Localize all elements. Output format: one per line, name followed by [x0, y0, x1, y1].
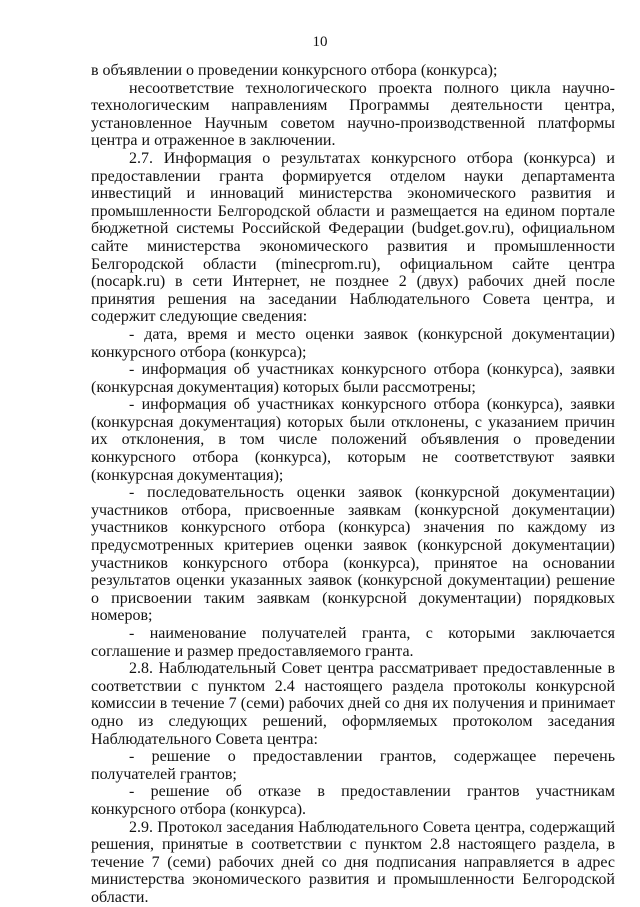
paragraph-continuation: в объявлении о проведении конкурсного отбора (конкурса); [91, 62, 498, 79]
list-item-refusal-decision: - решение об отказе в предоставлении грантов участникам конкурсного отбора (конкурса). [91, 783, 615, 818]
document-body [91, 62, 615, 907]
list-item-rejected-participants: - информация об участниках конкурсного отбора (конкурса), заявки (конкурсная документация) которых были отклонены, с указанием причин их отклонения, в том числе положений объявления о проведении конкурсного отбора (конкурса), которым не соответствуют заявки (конкурсная документация); [91, 396, 615, 484]
paragraph-2-7: 2.7. Информация о результатах конкурсного отбора (конкурса) и предоставлении гранта формируется отделом науки департамента инвестиций и инноваций министерства экономического развития и промышленности Белгородской области и размещается на едином портале бюджетной системы Российской Федерации (budget.gov.ru), официальном сайте министерства экономического развития и промышленности Белгородской области (minecprom.ru), официальном сайте центра (nocapk.ru) в сети Интернет, не позднее 2 (двух) рабочих дней после принятия решения на заседании Наблюдательного Совета центра, и содержит следующие сведения: [91, 149, 615, 326]
paragraph-nonconformity: несоответствие технологического проекта полного цикла научно-технологическим направлениям Программы деятельности центра, установленное Научным советом научно-производственной платформы центра и отраженное в заключении. [91, 79, 615, 150]
list-item-evaluation-sequence: - последовательность оценки заявок (конкурсной документации) участников отбора, присвоенные заявкам (конкурсной документации) участников конкурсного отбора (конкурса) значения по каждому из предусмотренных критериев оценки заявок (конкурсной документации) участников конкурсного отбора (конкурса), принятое на основании результатов оценки указанных заявок (конкурсной документации) решение о присвоении таким заявкам (конкурсной документации) порядковых номеров; [91, 484, 615, 625]
list-item-reviewed-participants: - информация об участниках конкурсного отбора (конкурса), заявки (конкурсная документация) которых были рассмотрены; [91, 361, 615, 396]
page-number: 10 [312, 34, 328, 50]
list-item-grant-recipients: - наименование получателей гранта, с которыми заключается соглашение и размер предоставляемого гранта. [91, 625, 615, 660]
paragraph-2-9: 2.9. Протокол заседания Наблюдательного Совета центра, содержащий решения, принятые в соответствии с пунктом 2.8 настоящего раздела, в течение 7 (семи) рабочих дней со дня подписания направляется в адрес министерства экономического развития и промышленности Белгородской области. [91, 818, 615, 906]
paragraph-2-8: 2.8. Наблюдательный Совет центра рассматривает предоставленные в соответствии с пунктом 2.4 настоящего раздела протоколы конкурсной комиссии в течение 7 (семи) рабочих дней со дня их получения и принимает одно из следующих решений, оформляемых протоколом заседания Наблюдательного Совета центра: [91, 660, 615, 748]
list-item-date-time-place: - дата, время и место оценки заявок (конкурсной документации) конкурсного отбора (конкурса); [91, 325, 615, 361]
list-item-grant-decision: - решение о предоставлении грантов, содержащее перечень получателей грантов; [91, 748, 615, 783]
